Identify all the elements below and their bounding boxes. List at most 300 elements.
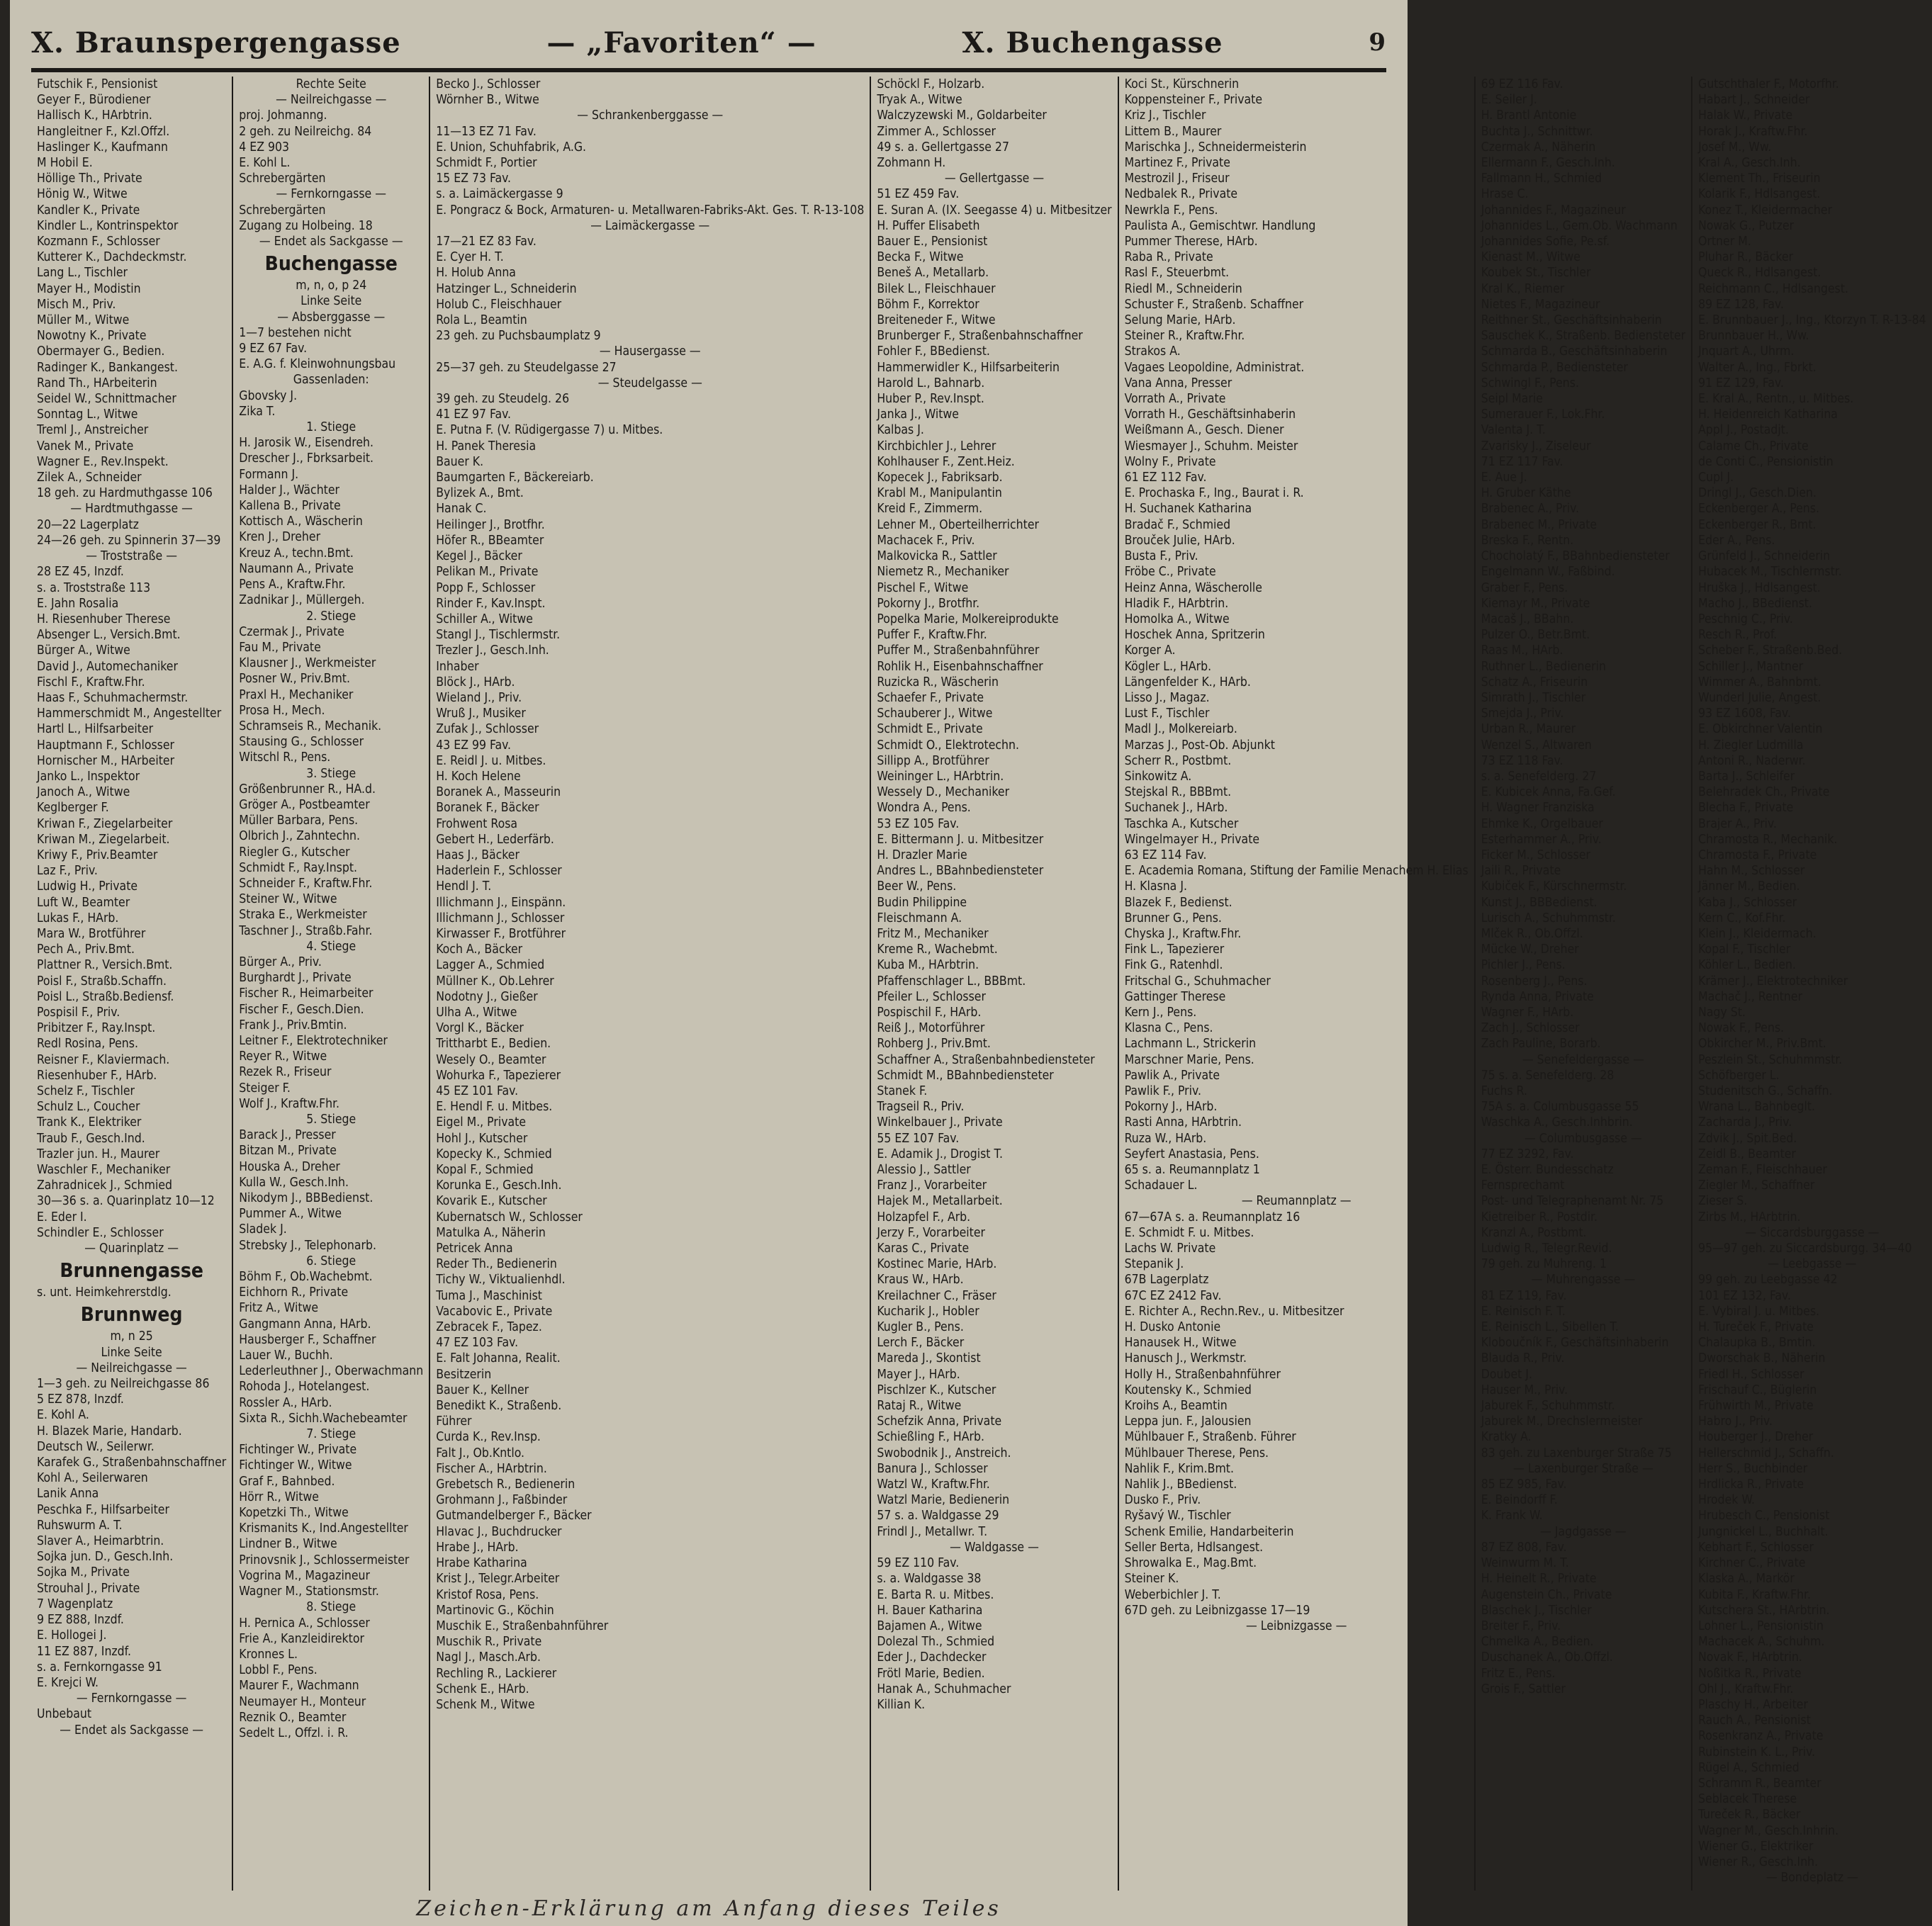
directory-entry: Brabenec A., Priv.	[1481, 502, 1580, 517]
directory-entry: Taschka A., Kutscher	[1124, 816, 1239, 831]
directory-entry: Waschler F., Mechaniker	[37, 1163, 171, 1178]
directory-entry: Hammerwidler K., Hilfsarbeiterin	[877, 360, 1060, 375]
directory-entry: Kandler K., Private	[37, 203, 140, 218]
directory-entry: Wesely O., Beamter	[436, 1052, 546, 1067]
directory-entry: Wagner M., Gesch.Inhrin.	[1698, 1823, 1839, 1838]
directory-entry: Burghardt J., Private	[239, 971, 352, 986]
directory-entry: Busta F., Priv.	[1124, 549, 1198, 564]
directory-column	[232, 77, 429, 1891]
directory-entry: Grohmann J., Faßbinder	[436, 1493, 568, 1508]
directory-entry: Lehner M., Oberteilherrichter	[877, 517, 1039, 532]
directory-entry: E. Obkirchner Valentin	[1698, 722, 1823, 737]
directory-entry: Sauschek K., Straßenb. Bediensteter	[1481, 329, 1686, 344]
directory-entry: Kucharik J., Hobler	[877, 1304, 979, 1319]
directory-entry: Rossler A., HArb.	[239, 1395, 332, 1410]
directory-entry: Seipl Marie	[1481, 392, 1543, 407]
directory-entry: Chocholatý F., BBahnbediensteter	[1481, 549, 1670, 564]
directory-entry: Esterhammer A., Priv.	[1481, 832, 1602, 847]
directory-entry: Kriwan M., Ziegelarbeit.	[37, 832, 170, 847]
directory-entry: Hörr R., Witwe	[239, 1489, 319, 1504]
directory-entry: Killian K.	[877, 1697, 926, 1712]
directory-entry: Hanausek H., Witwe	[1124, 1336, 1237, 1351]
directory-entry: Kriwan F., Ziegelarbeiter	[37, 816, 173, 831]
directory-entry: Klement Th., Friseurin	[1698, 171, 1821, 186]
directory-entry: Janko L., Inspektor	[37, 769, 140, 784]
directory-entry: Wagner F., HArb.	[1481, 1005, 1574, 1020]
directory-entry: Eichhorn R., Private	[239, 1285, 349, 1300]
directory-entry: Bauer K.	[436, 454, 484, 469]
directory-entry: Lederleuthner J., Oberwachmann	[239, 1364, 424, 1379]
directory-entry: Grois F., Sattler	[1481, 1682, 1566, 1696]
directory-entry: Pawlik F., Priv.	[1124, 1084, 1201, 1098]
directory-entry: 91 EZ 129, Fav.	[1698, 376, 1784, 390]
directory-entry: Fernsprechamt	[1481, 1178, 1565, 1193]
directory-entry: Lachs W. Private	[1124, 1241, 1216, 1256]
directory-entry: 87 EZ 808, Fav.	[1481, 1540, 1567, 1555]
directory-entry: Frindl J., Metallwr. T.	[877, 1524, 988, 1539]
directory-entry: Jungnickel L., Buchhalt.	[1698, 1524, 1829, 1539]
directory-entry: Müllner K., Ob.Lehrer	[436, 974, 554, 989]
directory-entry: Wunderl Julie, Angest.	[1698, 690, 1821, 705]
directory-entry: Illichmann J., Einspänn.	[436, 895, 566, 910]
header-rule	[31, 68, 1386, 72]
directory-entry: H. Jarosik W., Eisendreh.	[239, 436, 374, 451]
directory-entry: Kopecky K., Schmied	[436, 1147, 552, 1161]
directory-entry: Watzl W., Kraftw.Fhr.	[877, 1477, 990, 1492]
directory-entry: 93 EZ 1608, Fav.	[1698, 706, 1791, 721]
directory-entry: Strebsky J., Telephonarb.	[239, 1238, 376, 1253]
directory-entry: Schrebergärten	[239, 171, 326, 186]
directory-entry: Straka E., Werkmeister	[239, 908, 367, 923]
directory-entry: Franz J., Vorarbeiter	[877, 1178, 987, 1193]
directory-entry: Pens A., Kraftw.Fhr.	[239, 578, 346, 592]
directory-entry: 55 EZ 107 Fav.	[877, 1131, 960, 1146]
directory-entry: Hartl L., Hilfsarbeiter	[37, 722, 154, 737]
directory-entry: 51 EZ 459 Fav.	[877, 187, 960, 202]
directory-entry: Fischer R., Heimarbeiter	[239, 986, 374, 1001]
directory-entry: Ficker M., Schlosser	[1481, 847, 1590, 862]
directory-entry: Pichler J., Pens.	[1481, 958, 1566, 973]
directory-entry: E. Hendl F. u. Mitbes.	[436, 1100, 553, 1115]
directory-entry: Böhm F., Korrektor	[877, 297, 979, 312]
directory-entry: Mühlbauer Therese, Pens.	[1124, 1446, 1269, 1460]
directory-entry: Zika T.	[239, 404, 276, 419]
directory-entry: Habro J., Priv.	[1698, 1414, 1773, 1429]
directory-entry: Halder J., Wächter	[239, 483, 339, 497]
directory-entry: Machacek F., Priv.	[877, 533, 975, 548]
directory-entry: Unbebaut	[37, 1707, 91, 1722]
directory-entry: Fröbe C., Private	[1124, 565, 1216, 580]
directory-entry: Nowak F., Pens.	[1698, 1021, 1785, 1036]
directory-entry: Wagner E., Rev.Inspekt.	[37, 454, 169, 469]
directory-entry: Lachmann L., Strickerin	[1124, 1037, 1257, 1052]
directory-entry: Geyer F., Bürodiener	[37, 93, 151, 108]
section-label: — Neilreichgasse —	[276, 93, 387, 108]
directory-entry: Hahn M., Schlosser	[1698, 864, 1805, 879]
directory-entry: Czermak J., Private	[239, 624, 344, 639]
directory-entry: de Conti C., Pensionistin	[1698, 454, 1833, 469]
directory-entry: Schiller J., Mantner	[1698, 659, 1804, 674]
directory-entry: Beneš A., Metallarb.	[877, 266, 989, 281]
section-label: — Leibnizgasse —	[1245, 1618, 1347, 1633]
directory-entry: Schaffner A., Straßenbahnbediensteter	[877, 1052, 1095, 1067]
directory-entry: Pischel F., Witwe	[877, 580, 969, 595]
directory-entry: Leppa jun. F., Jalousien	[1124, 1414, 1252, 1429]
directory-entry: Pokorny J., HArb.	[1124, 1100, 1218, 1115]
directory-entry: Buchta J., Schnittwr.	[1481, 124, 1593, 139]
section-label: — Waldgasse —	[950, 1540, 1039, 1555]
directory-entry: Vagaes Leopoldine, Administrat.	[1124, 360, 1305, 375]
directory-entry: Trittharbt E., Bedien.	[436, 1037, 551, 1052]
directory-entry: Weinwurm M. T.	[1481, 1556, 1569, 1571]
section-label: — Bondeplatz —	[1765, 1871, 1858, 1886]
directory-entry: Beer W., Pens.	[877, 879, 957, 894]
directory-entry: Posner W., Priv.Bmt.	[239, 672, 350, 687]
directory-entry: Dusko F., Priv.	[1124, 1493, 1201, 1508]
directory-entry: Schauberer J., Witwe	[877, 706, 993, 721]
directory-entry: Rosenberg J., Pens.	[1481, 974, 1588, 989]
directory-entry: M Hobil E.	[37, 156, 93, 171]
directory-entry: 39 geh. zu Steudelg. 26	[436, 392, 570, 407]
directory-entry: Engelmann W., Faßbind.	[1481, 565, 1615, 580]
directory-entry: Schmidt E., Private	[877, 722, 983, 737]
directory-entry: Naumann A., Private	[239, 561, 354, 576]
directory-entry: Scherr R., Postbmt.	[1124, 753, 1232, 768]
directory-entry: Dworschak B., Näherin	[1698, 1351, 1826, 1366]
directory-entry: Riegler G., Kutscher	[239, 845, 350, 860]
directory-entry: Kubiček F., Kürschnermstr.	[1481, 879, 1627, 894]
directory-entry: Kronnes L.	[239, 1647, 298, 1662]
directory-entry: 11—13 EZ 71 Fav.	[436, 124, 537, 139]
directory-entry: E. Kral A., Rentn., u. Mitbes.	[1698, 392, 1854, 407]
directory-entry: Schramm R., Beamter	[1698, 1776, 1821, 1791]
directory-entry: Kohlhauser F., Zent.Heiz.	[877, 454, 1015, 469]
directory-entry: Waschka A., Gesch.Inhbrin.	[1481, 1115, 1633, 1130]
directory-entry: E. Bittermann J. u. Mitbesitzer	[877, 832, 1044, 847]
directory-entry: Klasna C., Pens.	[1124, 1021, 1213, 1036]
directory-entry: Fohler F., BBedienst.	[877, 344, 990, 359]
directory-entry: H. Pernica A., Schlosser	[239, 1616, 370, 1631]
directory-entry: Koppensteiner F., Private	[1124, 93, 1263, 108]
directory-entry: Nodotny J., Gießer	[436, 989, 538, 1004]
directory-entry: Seblacek Therese	[1698, 1792, 1797, 1807]
directory-entry: Plattner R., Versich.Bmt.	[37, 958, 173, 973]
directory-entry: Krismanits K., Ind.Angestellter	[239, 1521, 408, 1536]
directory-entry: Pluhar R., Bäcker	[1698, 250, 1794, 265]
header-left: X. Braunspergengasse	[31, 26, 401, 60]
directory-entry: Haderlein F., Schlosser	[436, 864, 562, 879]
directory-entry: Holub C., Fleischhauer	[436, 297, 562, 312]
directory-entry: Strakos A.	[1124, 344, 1181, 359]
directory-entry: 15 EZ 73 Fav.	[436, 171, 512, 186]
directory-entry: Rola L., Beamtin	[436, 313, 527, 328]
directory-entry: Eder A., Pens.	[1698, 533, 1775, 548]
directory-entry: Fink G., Ratenhdl.	[1124, 958, 1223, 973]
directory-entry: 45 EZ 101 Fav.	[436, 1084, 519, 1098]
directory-entry: Horak J., Kraftw.Fhr.	[1698, 124, 1808, 139]
directory-entry: Banura J., Schlosser	[877, 1461, 988, 1476]
directory-entry: E. Cyer H. T.	[436, 250, 504, 265]
directory-entry: s. a. Fernkorngasse 91	[37, 1660, 162, 1674]
directory-entry: Haas J., Bäcker	[436, 847, 519, 862]
directory-entry: Falt J., Ob.Kntlo.	[436, 1446, 525, 1460]
directory-entry: Kreuz A., techn.Bmt.	[239, 546, 354, 561]
directory-entry: Kirchner C., Private	[1698, 1556, 1806, 1571]
directory-entry: Kegel J., Bäcker	[436, 549, 522, 564]
directory-entry: H. Suchanek Katharina	[1124, 502, 1252, 517]
directory-entry: Post- und Telegraphenamt Nr. 75	[1481, 1194, 1664, 1209]
directory-entry: Martinez F., Private	[1124, 156, 1230, 171]
directory-entry: Wagner M., Stationsmstr.	[239, 1584, 379, 1599]
directory-entry: Kiemayr M., Private	[1481, 596, 1590, 611]
directory-entry: Baumgarten F., Bäckereiarb.	[436, 471, 594, 485]
directory-entry: E. Pongracz & Bock, Armaturen- u. Metallwaren-Fabriks-Akt. Ges. T. R-13-108	[436, 203, 865, 218]
directory-entry: Luft W., Beamter	[37, 895, 130, 910]
directory-entry: Trazler jun. H., Maurer	[37, 1147, 160, 1161]
directory-entry: E. Barta R. u. Mitbes.	[877, 1587, 994, 1602]
street-heading: Brunnengasse	[60, 1258, 203, 1283]
directory-entry: Martinovic G., Köchin	[436, 1603, 554, 1618]
directory-entry: 67B Lagerplatz	[1124, 1273, 1209, 1288]
directory-entry: Reznik O., Beamter	[239, 1710, 347, 1725]
directory-entry: Fischer F., Gesch.Dien.	[239, 1002, 364, 1017]
directory-entry: Becko J., Schlosser	[436, 77, 541, 91]
directory-entry: 59 EZ 110 Fav.	[877, 1556, 960, 1571]
section-label: Gassenladen:	[293, 373, 369, 388]
directory-entry: Rügel A., Schmied	[1698, 1760, 1799, 1775]
directory-entry: Fink L., Tapezierer	[1124, 942, 1225, 957]
directory-entry: Puffer M., Straßenbahnführer	[877, 643, 1040, 658]
directory-entry: Bürger A., Witwe	[37, 643, 130, 658]
directory-entry: Kreilachner C., Fräser	[877, 1288, 996, 1303]
directory-column	[31, 77, 232, 1891]
directory-entry: Hanak A., Schuhmacher	[877, 1682, 1011, 1696]
directory-entry: Nikodym J., BBBedienst.	[239, 1191, 374, 1206]
section-label: — Muhrengasse —	[1531, 1273, 1636, 1288]
directory-entry: Mestrozil J., Friseur	[1124, 171, 1230, 186]
directory-entry: Schmidt F., Ray.Inspt.	[239, 860, 358, 875]
directory-entry: Führer	[436, 1414, 472, 1429]
directory-page	[10, 0, 1926, 1926]
directory-entry: Habart J., Schneider	[1698, 93, 1810, 108]
directory-entry: 75A s. a. Columbusgasse 55	[1481, 1100, 1639, 1115]
directory-entry: Josef M., Ww.	[1698, 140, 1772, 154]
directory-entry: Fuchs R.	[1481, 1084, 1527, 1098]
directory-entry: Gbovsky J.	[239, 388, 298, 403]
directory-entry: Bauer K., Kellner	[436, 1382, 529, 1397]
directory-entry: Mayer J., HArb.	[877, 1367, 960, 1382]
directory-entry: Chramosta R., Mechanik.	[1698, 832, 1838, 847]
directory-entry: Reisner F., Klaviermach.	[37, 1052, 170, 1067]
directory-entry: Cupl J.	[1698, 471, 1734, 485]
directory-entry: E. Jahn Rosalia	[37, 596, 119, 611]
directory-entry: Müller M., Witwe	[37, 313, 130, 328]
directory-entry: 49 s. a. Gellertgasse 27	[877, 140, 1009, 154]
directory-entry: E. Reidl J. u. Mitbes.	[436, 753, 546, 768]
directory-entry: Bylizek A., Bmt.	[436, 486, 524, 501]
directory-entry: Karas C., Private	[877, 1241, 970, 1256]
directory-entry: Chramosta F., Private	[1698, 847, 1817, 862]
directory-entry: Kienast M., Witwe	[1481, 250, 1580, 265]
directory-entry: Fritschal G., Schuhmacher	[1124, 974, 1271, 989]
directory-entry: s. a. Senefelderg. 27	[1481, 769, 1597, 784]
directory-entry: Zimmer A., Schlosser	[877, 124, 996, 139]
directory-entry: Kopal F., Schmied	[436, 1163, 534, 1178]
directory-entry: E. Österr. Bundesschatz	[1481, 1163, 1614, 1178]
directory-entry: Schmidt M., BBahnbediensteter	[877, 1068, 1054, 1083]
directory-entry: Fleischmann A.	[877, 911, 962, 925]
directory-entry: Eckenberger A., Pens.	[1698, 502, 1820, 517]
directory-entry: Harold L., Bahnarb.	[877, 376, 985, 390]
directory-entry: Breska F., Rentn.	[1481, 533, 1574, 548]
directory-entry: Haslinger K., Kaufmann	[37, 140, 169, 154]
section-label: — Quarinplatz —	[84, 1241, 179, 1256]
directory-entry: Houska A., Dreher	[239, 1159, 340, 1174]
directory-entry: Schenk Emilie, Handarbeiterin	[1124, 1524, 1294, 1539]
directory-entry: 17—21 EZ 83 Fav.	[436, 235, 537, 249]
directory-entry: Vacabovic E., Private	[436, 1304, 553, 1319]
directory-entry: E. Aue J.	[1481, 471, 1527, 485]
directory-entry: Lukas F., HArb.	[37, 911, 119, 925]
directory-entry: Hellerschmid J., Schaffn.	[1698, 1446, 1834, 1460]
directory-entry: Ortner M.	[1698, 235, 1751, 249]
directory-entry: Klaska A., Markör	[1698, 1572, 1795, 1587]
directory-entry: Rataj R., Witwe	[877, 1399, 962, 1414]
directory-entry: Pospischil F., HArb.	[877, 1005, 982, 1020]
directory-entry: Hauser M., Priv.	[1481, 1382, 1568, 1397]
directory-entry: Kebhart F., Schlosser	[1698, 1540, 1814, 1555]
directory-entry: H. Puffer Elisabeth	[877, 218, 980, 233]
directory-entry: Lohner L., Pensionistin	[1698, 1618, 1824, 1633]
directory-entry: Zadnikar J., Müllergeh.	[239, 593, 365, 608]
directory-entry: Frohwent Rosa	[436, 816, 518, 831]
directory-entry: Ziegler M., Schaffner	[1698, 1178, 1815, 1193]
directory-entry: Niemetz R., Mechaniker	[877, 565, 1009, 580]
directory-entry: 67C EZ 2412 Fav.	[1124, 1288, 1222, 1303]
directory-entry: Poisl F., Straßb.Schaffn.	[37, 974, 167, 989]
directory-entry: Mücke W., Dreher	[1481, 942, 1579, 957]
directory-entry: Steiner K.	[1124, 1572, 1179, 1587]
directory-entry: 61 EZ 112 Fav.	[1124, 471, 1207, 485]
directory-entry: Hohl J., Kutscher	[436, 1131, 528, 1146]
directory-entry: 28 EZ 45, Inzdf.	[37, 565, 124, 580]
directory-entry: Schatz A., Friseurin	[1481, 675, 1588, 689]
directory-entry: 7 Wagenplatz	[37, 1596, 113, 1611]
directory-entry: Ludwig H., Private	[37, 879, 138, 894]
directory-entry: s. a. Laimäckergasse 9	[436, 187, 563, 202]
directory-entry: Steiger F.	[239, 1081, 291, 1096]
directory-entry: Schenk M., Witwe	[436, 1697, 535, 1712]
directory-entry: Lerch F., Bäcker	[877, 1336, 965, 1351]
directory-entry: Homolka A., Witwe	[1124, 612, 1230, 626]
directory-entry: Brabenec M., Private	[1481, 517, 1597, 532]
directory-entry: Malkovicka R., Sattler	[877, 549, 997, 564]
directory-entry: E. Kohl A.	[37, 1408, 89, 1423]
section-label: Linke Seite	[301, 294, 362, 309]
directory-entry: Rauch A., Pensionist	[1698, 1713, 1811, 1728]
directory-entry: Schefzik Anna, Private	[877, 1414, 1002, 1429]
directory-entry: E. Seiler J.	[1481, 93, 1537, 108]
directory-entry: Zacharda J., Priv.	[1698, 1115, 1792, 1130]
directory-entry: Noßitka R., Private	[1698, 1666, 1802, 1681]
directory-entry: 101 EZ 132, Fav.	[1698, 1288, 1791, 1303]
directory-entry: Wessely D., Mechaniker	[877, 785, 1010, 800]
directory-entry: Matulka A., Näherin	[436, 1225, 546, 1240]
directory-entry: Herr S., Buchbinder	[1698, 1461, 1808, 1476]
directory-entry: Pfeiler L., Schlosser	[877, 989, 986, 1004]
section-label: — Fernkorngasse —	[76, 1691, 187, 1706]
directory-entry: Konez T., Kleidermacher	[1698, 203, 1833, 218]
directory-entry: Kraus W., HArb.	[877, 1273, 964, 1288]
directory-entry: Chalaupka B., Bmtin.	[1698, 1336, 1816, 1351]
directory-entry: s. unt. Heimkehrerstdlg.	[37, 1285, 172, 1300]
directory-entry: Zilek A., Schneider	[37, 471, 142, 485]
directory-entry: Sedelt L., Offzl. i. R.	[239, 1725, 349, 1740]
section-label: — Columbusgasse —	[1524, 1131, 1642, 1146]
directory-entry: 30—36 s. a. Quarinplatz 10—12	[37, 1194, 215, 1209]
directory-entry: Stangl J., Tischlermstr.	[436, 628, 561, 643]
directory-entry: Suchanek J., HArb.	[1124, 801, 1228, 816]
directory-entry: 1—3 geh. zu Neilreichgasse 86	[37, 1377, 210, 1392]
directory-entry: Zufak J., Schlosser	[436, 722, 539, 737]
directory-entry: Pummer Therese, HArb.	[1124, 235, 1258, 249]
directory-entry: Stepanik J.	[1124, 1257, 1184, 1272]
directory-entry: 11 EZ 887, Inzdf.	[37, 1644, 131, 1659]
directory-entry: Poisl L., Straßb.Bediensf.	[37, 989, 174, 1004]
directory-entry: Nagy St.	[1698, 1005, 1746, 1020]
directory-entry: Bürger A., Priv.	[239, 954, 322, 969]
directory-entry: Witschl R., Pens.	[239, 750, 331, 765]
directory-entry: Trezler J., Gesch.Inh.	[436, 643, 549, 658]
directory-entry: Watzl Marie, Bedienerin	[877, 1493, 1010, 1508]
directory-entry: E. Falt Johanna, Realit.	[436, 1351, 561, 1366]
directory-entry: Ehmke K., Orgelbauer	[1481, 816, 1603, 831]
directory-entry: E. Putna F. (V. Rüdigergasse 7) u. Mitbes.	[436, 423, 663, 438]
directory-entry: Hauptmann F., Schlosser	[37, 738, 175, 753]
directory-entry: Kunst J., BBBedienst.	[1481, 895, 1597, 910]
directory-entry: Pawlik A., Private	[1124, 1068, 1220, 1083]
directory-entry: Ruhswurm A. T.	[37, 1518, 123, 1533]
section-label: 8. Stiege	[306, 1600, 356, 1615]
directory-entry: Jerzy F., Vorarbeiter	[877, 1225, 985, 1240]
directory-entry: Gutmandelberger F., Bäcker	[436, 1509, 592, 1524]
directory-entry: Kubita F., Kraftw.Fhr.	[1698, 1587, 1811, 1602]
directory-entry: Popp F., Schlosser	[436, 580, 536, 595]
directory-entry: 85 EZ 985, Fav.	[1481, 1477, 1567, 1492]
directory-entry: Kindler L., Kontrinspektor	[37, 218, 179, 233]
directory-entry: Fritz M., Mechaniker	[877, 926, 989, 941]
directory-entry: Pospisil F., Priv.	[37, 1005, 120, 1020]
directory-entry: H. Brantl Antonie	[1481, 108, 1577, 123]
section-label: Rechte Seite	[296, 77, 366, 91]
section-label: 4. Stiege	[306, 939, 356, 954]
directory-entry: Friedl H., Schlosser	[1698, 1367, 1804, 1382]
directory-entry: Rohoda J., Hotelangest.	[239, 1380, 370, 1395]
directory-entry: Muschik R., Private	[436, 1635, 542, 1650]
directory-entry: Weberbichler J. T.	[1124, 1587, 1221, 1602]
directory-entry: Zebracek F., Tapez.	[436, 1320, 542, 1335]
directory-entry: Zirbs M., HArbtrin.	[1698, 1210, 1801, 1224]
directory-entry: Formann J.	[239, 467, 299, 482]
directory-entry: Hrdlicka R., Private	[1698, 1477, 1804, 1492]
section-label: 3. Stiege	[306, 766, 356, 781]
directory-entry: Weininger L., HArbtrin.	[877, 769, 1004, 784]
directory-entry: Frank J., Priv.Bmtin.	[239, 1018, 347, 1032]
section-label: 1. Stiege	[306, 420, 356, 435]
directory-entry: Popelka Marie, Molkereiprodukte	[877, 612, 1059, 626]
directory-entry: Zach Pauline, Borarb.	[1481, 1037, 1601, 1052]
directory-entry: 9 EZ 67 Fav.	[239, 342, 308, 356]
